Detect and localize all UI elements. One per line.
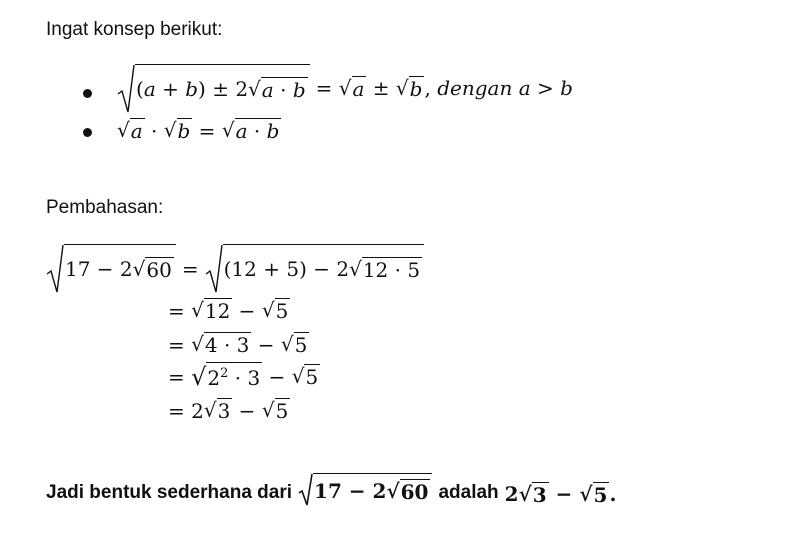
step-1: 17 − 2 √ 60 = (12 + 5) − 2 √ 12 · 5 (46, 244, 424, 294)
bullet-1 (83, 89, 92, 98)
conclusion-answer: 2 √ 3 − √ 5 . (504, 482, 617, 507)
concept-1-radicand: (a + b) ± 2 √ a · b (135, 64, 310, 114)
concept-1-outer-root (117, 64, 310, 114)
pembahasan-label: Pembahasan: (46, 197, 164, 218)
step-2: = √ 12 − √ 5 (168, 298, 289, 323)
bullet-2 (83, 128, 92, 137)
concept-2-formula: √ a · √ b = √ a · b (117, 118, 280, 143)
step-4: = √ $2^2 \cdot 3$ − √ 5 (168, 363, 319, 391)
conclusion-middle: adalah (438, 481, 499, 503)
conclusion-expression: 17 − 2 √ 60 (298, 473, 432, 512)
concept-1-formula: (a + b) ± 2 √ a · b = √ a ± √ b , dengan a > b (117, 64, 573, 114)
big-radical-symbol (117, 64, 135, 114)
conclusion-prefix: Jadi bentuk sederhana dari (46, 481, 293, 503)
conclusion (46, 474, 616, 510)
step-3: = √ 4 · 3 − √ 5 (168, 332, 308, 357)
intro-text: Ingat konsep berikut: (46, 19, 223, 40)
step-5: = 2 √ 3 − √ 5 (168, 398, 289, 423)
